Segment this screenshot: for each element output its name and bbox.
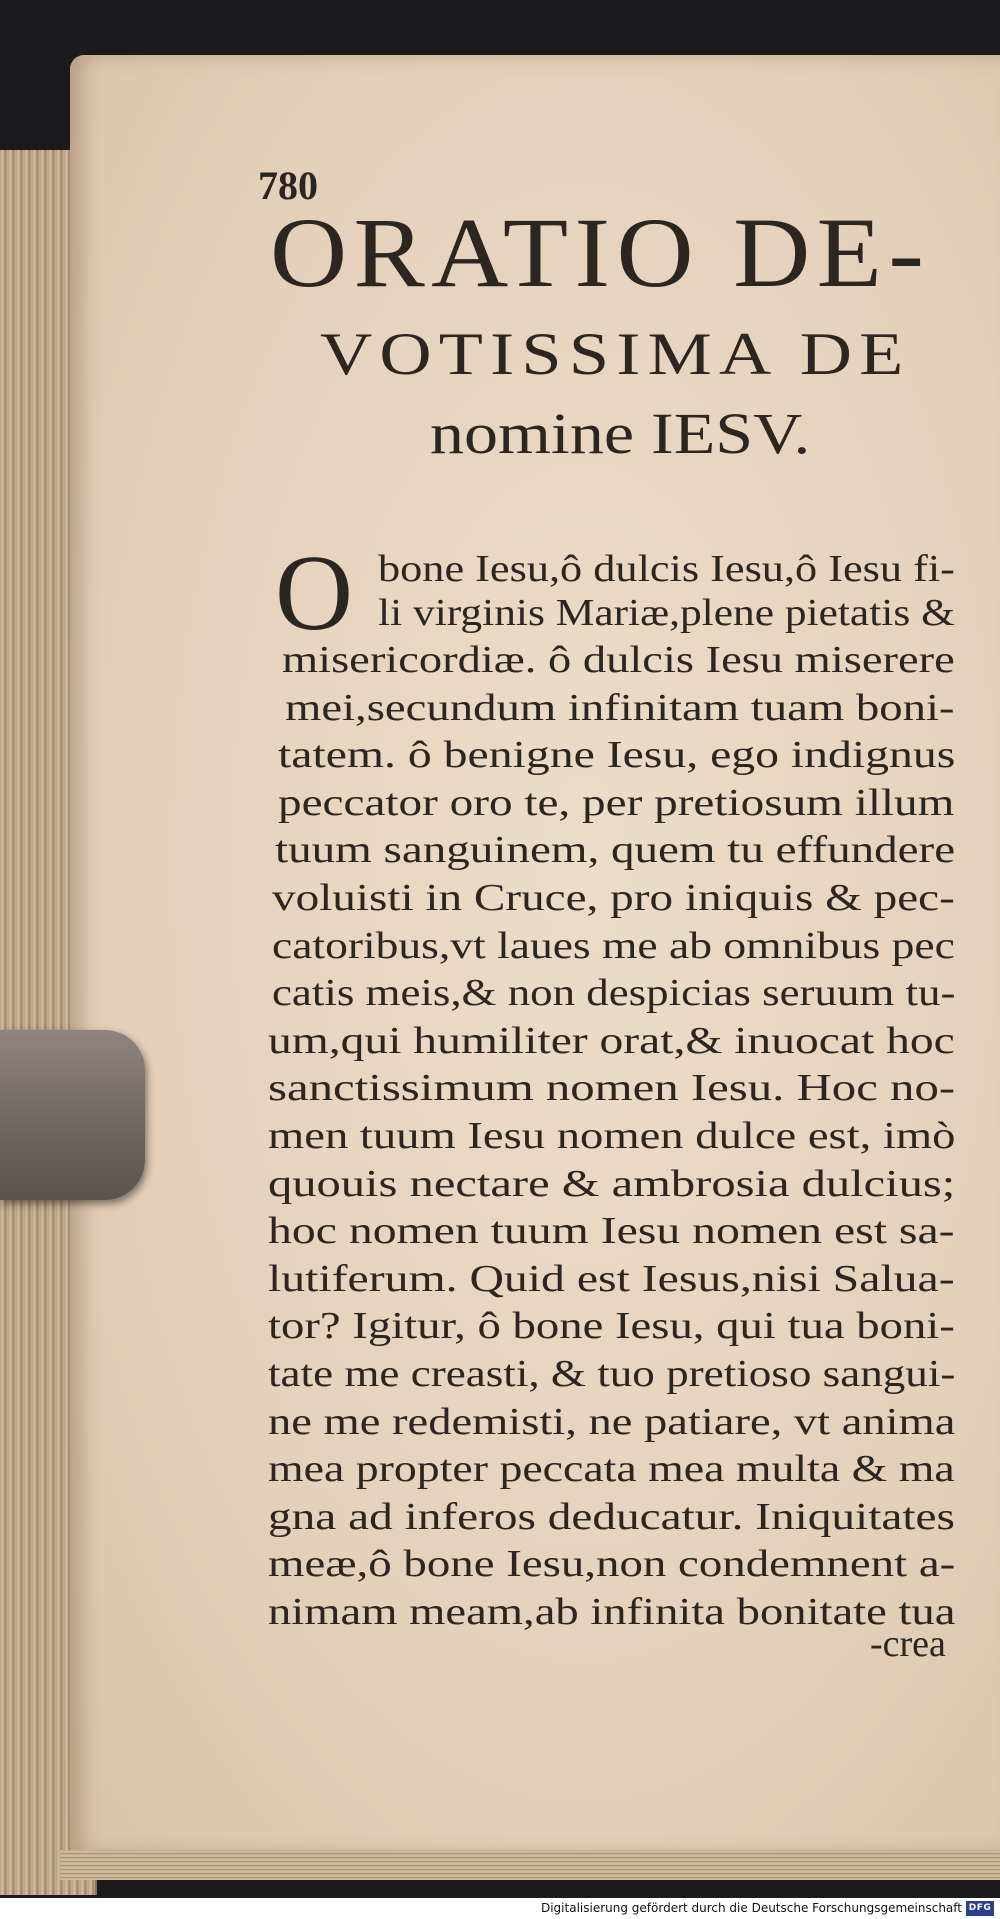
text-line-2: li virginis Mariæ,plene pietatis & xyxy=(378,592,955,634)
page-number: 780 xyxy=(258,163,318,208)
text-line-8: voluisti in Cruce, pro iniquis & pec- xyxy=(272,877,955,919)
book-bottom-edges xyxy=(60,1850,1000,1880)
text-line-17: tor? Igitur, ô bone Iesu, qui tua boni- xyxy=(268,1305,955,1348)
drop-cap: O xyxy=(275,534,353,653)
page-clip xyxy=(0,1030,145,1200)
text-line-4: mei,secundum infinitam tuam boni- xyxy=(285,686,955,729)
text-line-12: sanctissimum nomen Iesu. Hoc no- xyxy=(268,1067,956,1110)
text-line-15: hoc nomen tuum Iesu nomen est sa- xyxy=(268,1210,955,1253)
text-line-18: tate me creasti, & tuo pretioso sangui- xyxy=(268,1353,956,1395)
text-line-11: um,qui humiliter orat,& inuocat hoc xyxy=(268,1019,955,1062)
title-line-1: ORATIO DE- xyxy=(270,197,931,308)
text-line-21: gna ad inferos deducatur. Iniquitates xyxy=(268,1495,955,1538)
text-line-16: lutiferum. Quid est Iesus,nisi Salua- xyxy=(268,1257,955,1300)
text-line-1: bone Iesu,ô dulcis Iesu,ô Iesu fi- xyxy=(378,548,955,590)
text-line-13: men tuum Iesu nomen dulce est, imò xyxy=(268,1115,956,1157)
text-line-10: catis meis,& non despicias seruum tu- xyxy=(272,972,956,1015)
text-line-6: peccator oro te, per pretiosum illum xyxy=(278,781,955,824)
text-line-22: meæ,ô bone Iesu,non condemnent a- xyxy=(268,1543,956,1586)
title-line-2: VOTISSIMA DE xyxy=(320,321,911,387)
title-line-3: nomine IESV. xyxy=(430,401,811,466)
text-line-23: nimam meam,ab infinita bonitate tua xyxy=(268,1591,956,1633)
text-line-19: ne me redemisti, ne patiare, vt anima xyxy=(268,1400,956,1443)
text-line-20: mea propter peccata mea multa & ma xyxy=(268,1448,955,1491)
text-line-7: tuum sanguinem, quem tu effundere xyxy=(275,829,956,872)
text-line-9: catoribus,vt laues me ab omnibus pec xyxy=(272,924,955,967)
catchword: -crea xyxy=(870,1623,946,1665)
text-line-3: misericordiæ. ô dulcis Iesu miserere xyxy=(282,639,955,681)
digitization-credit: Digitalisierung gefördert durch die Deutsche Forschungsgemeinschaft xyxy=(540,1901,962,1915)
dfg-logo: DFG xyxy=(966,1901,994,1916)
text-line-14: quouis nectare & ambrosia dulcius; xyxy=(268,1162,956,1205)
text-line-5: tatem. ô benigne Iesu, ego indignus xyxy=(278,734,956,777)
